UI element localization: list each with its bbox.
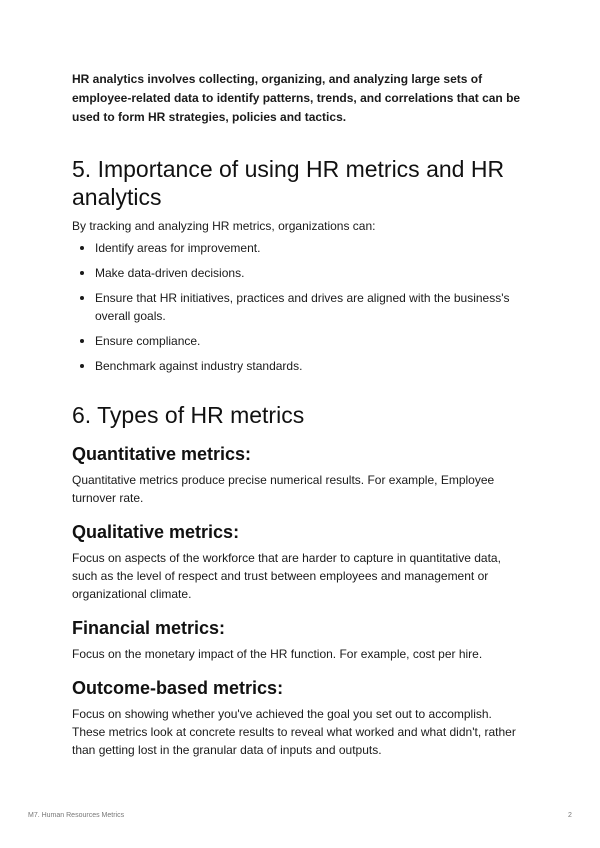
importance-lead: By tracking and analyzing HR metrics, organizations can:	[72, 219, 376, 233]
intro-paragraph: HR analytics involves collecting, organizing, and analyzing large sets of employee-related data to identify patterns, trends, and correlations that can be used to form HR strategies, policies and tactics.	[72, 72, 521, 124]
section-text: Focus on aspects of the workforce that are harder to capture in quantitative data, such as the level of respect and trust between employees and management or organizational climate.	[72, 551, 501, 601]
list-item	[95, 332, 528, 350]
section-quantitative	[72, 443, 528, 507]
bullet-icon	[80, 246, 84, 250]
importance-heading: 5. Importance of using HR metrics and HR analytics	[72, 156, 505, 210]
list-item	[95, 357, 528, 375]
bullet-icon	[80, 271, 84, 275]
list-item	[95, 239, 528, 257]
section-text: Focus on the monetary impact of the HR function. For example, cost per hire.	[72, 647, 483, 661]
section-financial	[72, 617, 528, 663]
section-qualitative	[72, 521, 528, 603]
bullet-icon	[80, 296, 84, 300]
list-item	[95, 289, 528, 325]
importance-list	[72, 239, 528, 375]
bullet-icon	[80, 364, 84, 368]
list-item-text: Ensure compliance.	[95, 334, 201, 348]
section-title: Financial metrics:	[72, 618, 226, 638]
list-item-text: Identify areas for improvement.	[95, 241, 261, 255]
section-title: Outcome-based metrics:	[72, 678, 284, 698]
list-item-text: Make data-driven decisions.	[95, 266, 245, 280]
footer-document-title: M7. Human Resources Metrics	[28, 812, 125, 819]
section-title: Quantitative metrics:	[72, 444, 252, 464]
list-item	[95, 264, 528, 282]
section-text: Quantitative metrics produce precise numerical results. For example, Employee turnover rate.	[72, 473, 495, 505]
bullet-icon	[80, 339, 84, 343]
footer-page-number: 2	[568, 812, 572, 819]
list-item-text: Ensure that HR initiatives, practices and drives are aligned with the business's overall goals.	[95, 291, 510, 323]
section-title: Qualitative metrics:	[72, 522, 240, 542]
page-content	[72, 70, 528, 759]
list-item-text: Benchmark against industry standards.	[95, 359, 303, 373]
types-heading: 6. Types of HR metrics	[72, 402, 305, 428]
section-text: Focus on showing whether you've achieved the goal you set out to accomplish. These metrics look at concrete results to reveal what worked and what didn't, rather than getting lost in the granular data of inputs and outputs.	[72, 707, 516, 757]
section-outcome-based	[72, 677, 528, 759]
